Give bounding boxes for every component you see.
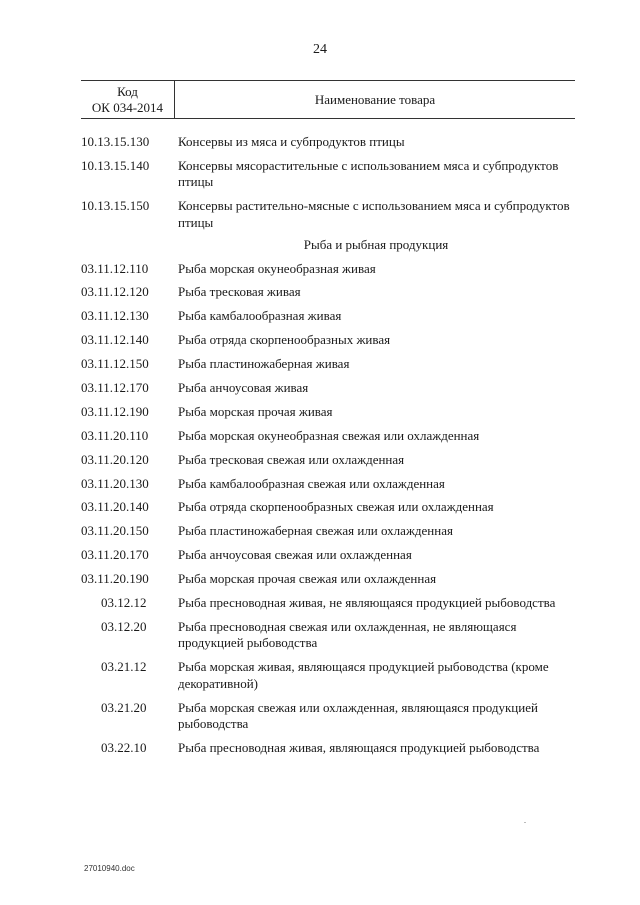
row-name: Рыба пластиножаберная живая <box>178 356 350 372</box>
row-name: Рыба пресноводная живая, не являющаяся продукцией рыбоводства <box>178 595 556 611</box>
table-row <box>81 380 575 397</box>
row-code: 03.22.10 <box>101 740 147 756</box>
row-code: 10.13.15.150 <box>81 198 150 214</box>
row-code: 03.11.12.130 <box>81 308 149 324</box>
row-name: Рыба морская прочая свежая или охлажденная <box>178 571 437 587</box>
row-code: 03.21.20 <box>101 699 147 715</box>
table-row <box>81 547 575 564</box>
table-row <box>81 571 575 588</box>
row-code: 03.11.12.190 <box>81 403 149 419</box>
row-code: 10.13.15.140 <box>81 157 150 173</box>
table-row <box>81 332 575 349</box>
row-name: Рыба тресковая свежая или охлажденная <box>178 451 405 467</box>
row-name: Рыба отряда скорпенообразных живая <box>178 332 391 348</box>
table-body <box>81 119 575 757</box>
table-row <box>81 595 575 612</box>
row-name: Рыба пресноводная свежая или охлажденная, не являющаяся продукцией рыбоводства <box>178 618 517 651</box>
row-code: 03.12.12 <box>101 595 147 611</box>
table-row <box>81 284 575 301</box>
header-code-cell <box>81 81 175 118</box>
header-code-classifier: ОК 034-2014 <box>91 99 164 115</box>
row-name: Консервы из мяса и субпродуктов птицы <box>178 134 405 149</box>
section-title: Рыба и рыбная продукция <box>303 236 449 252</box>
row-name: Рыба отряда скорпенообразных свежая или охлажденная <box>178 499 494 515</box>
row-name: Рыба анчоусовая свежая или охлажденная <box>178 547 412 563</box>
row-name: Рыба камбалообразная свежая или охлажденная <box>178 475 445 491</box>
table-row <box>81 198 575 231</box>
table-row <box>81 619 575 652</box>
table-row <box>81 499 575 516</box>
row-code: 03.11.20.120 <box>81 451 149 467</box>
row-code: 10.13.15.130 <box>81 134 150 149</box>
table-row <box>81 134 575 151</box>
row-code: 03.21.12 <box>101 659 147 675</box>
table-row <box>81 404 575 421</box>
row-code: 03.11.20.170 <box>81 547 149 563</box>
row-code: 03.11.20.130 <box>81 475 149 491</box>
row-code: 03.11.12.120 <box>81 284 149 300</box>
row-code: 03.12.20 <box>101 618 147 634</box>
row-code: 03.11.20.140 <box>81 499 149 515</box>
row-name: Рыба пластиножаберная свежая или охлажденная <box>178 523 453 539</box>
row-name: Консервы мясорастительные с использованием мяса и субпродуктов птицы <box>178 157 559 190</box>
row-code: 03.11.12.110 <box>81 260 149 276</box>
row-name: Рыба тресковая живая <box>178 284 301 300</box>
row-code: 03.11.12.140 <box>81 332 149 348</box>
table-row <box>81 523 575 540</box>
document-reference: 27010940.doc <box>84 864 135 873</box>
row-code: 03.11.20.110 <box>81 427 149 443</box>
table-row <box>81 476 575 493</box>
row-name: Рыба морская живая, являющаяся продукцией рыбоводства (кроме декоративной) <box>178 659 549 691</box>
table-row <box>81 261 575 278</box>
table-row <box>81 158 575 191</box>
row-name: Рыба морская свежая или охлажденная, являющаяся продукцией рыбоводства <box>178 699 538 732</box>
row-code: 03.11.20.190 <box>81 571 149 587</box>
table-row <box>81 659 575 692</box>
table-row <box>81 428 575 445</box>
row-name: Рыба морская окунеобразная свежая или охлажденная <box>178 427 480 443</box>
row-code: 03.11.20.150 <box>81 523 149 539</box>
row-name: Рыба морская прочая живая <box>178 403 333 419</box>
page-number: 24 <box>313 42 327 57</box>
row-code: 03.11.12.150 <box>81 356 149 372</box>
table-row <box>81 452 575 469</box>
row-name: Рыба анчоусовая живая <box>178 380 309 396</box>
table-row <box>81 308 575 325</box>
row-name: Рыба камбалообразная живая <box>178 308 342 324</box>
table-row <box>81 700 575 733</box>
row-name: Рыба пресноводная живая, являющаяся продукцией рыбоводства <box>178 740 540 756</box>
header-code-label: Код <box>117 83 138 99</box>
table-row <box>81 740 575 757</box>
scan-speck <box>524 822 526 823</box>
table-header <box>81 80 575 119</box>
row-name: Консервы растительно-мясные с использованием мяса и субпродуктов птицы <box>178 198 570 230</box>
row-name: Рыба морская окунеобразная живая <box>178 260 376 276</box>
header-name-label: Наименование товара <box>314 91 436 107</box>
table-row <box>81 356 575 373</box>
goods-table <box>81 80 575 764</box>
row-code: 03.11.12.170 <box>81 380 149 396</box>
